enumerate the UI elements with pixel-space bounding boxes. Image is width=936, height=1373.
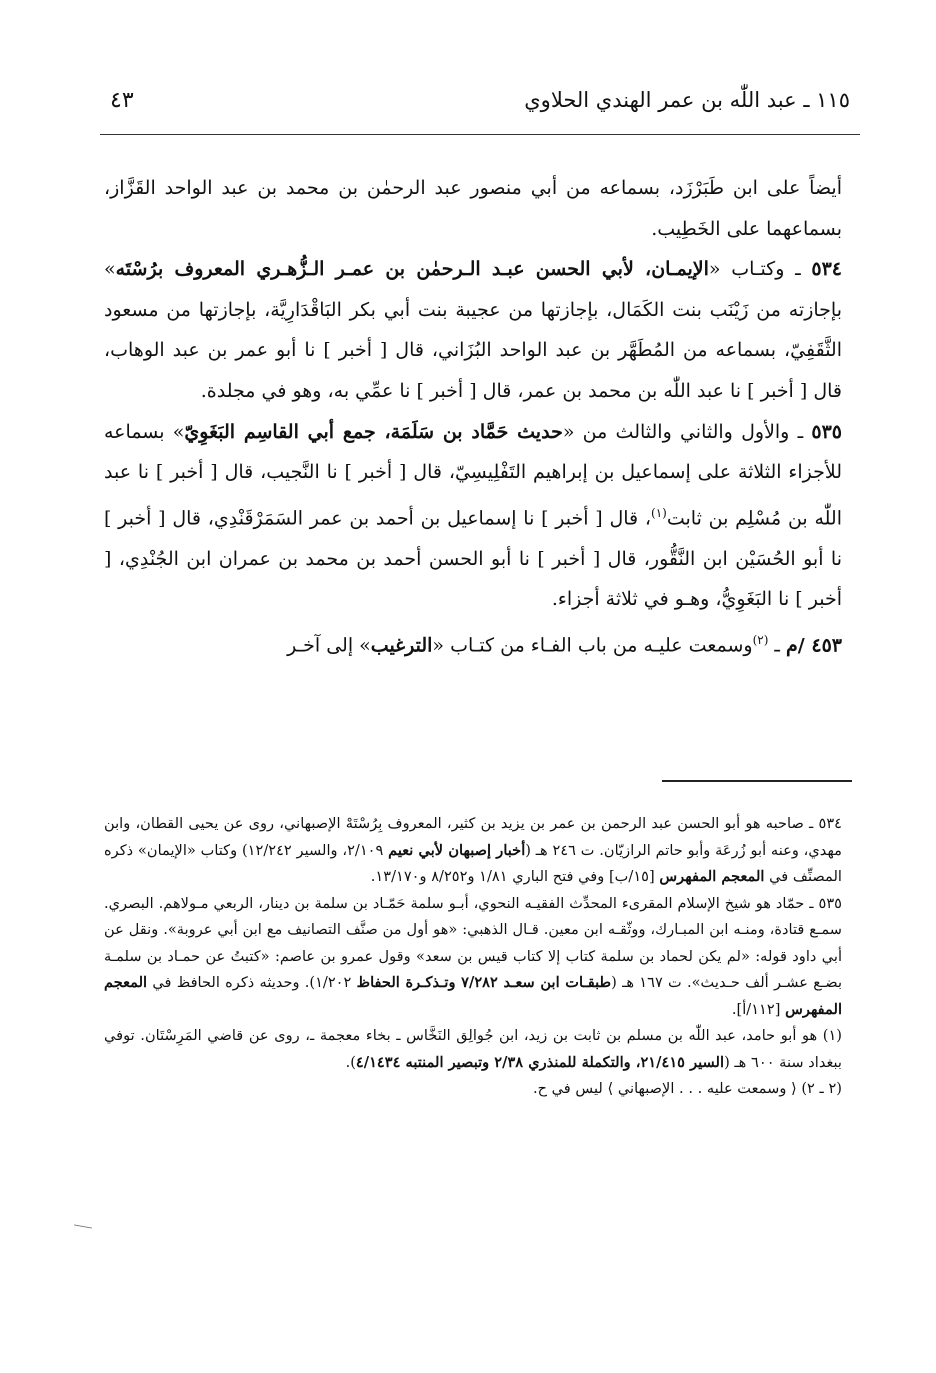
book-title: الترغيب bbox=[370, 634, 433, 657]
footnote-535 bbox=[104, 891, 842, 1024]
entry-text: ، قال [ أخبر ] نا إسماعيل بن أحمد بن عمر السَمَرْقَنْدِي، قال [ أخبر ] نا أبو الحُسَيْن ابن النَّقُّور، قال [ أخبر ] نا أبو الحسن أحمد بن محمد بن عمران ابن الجُنْدِي، [ أخبر ] نا البَغَوِيُّ، وهـو في ثلاثة أجزاء. bbox=[104, 507, 842, 611]
book-title: حديث حَمَّاد بن سَلَمَة، جمع أبي القاسِم البَغَوِيّ bbox=[184, 420, 563, 443]
footnote-2 bbox=[104, 1076, 842, 1103]
main-text bbox=[104, 168, 842, 666]
entry-text: وسمعت عليـه من باب الفـاء من كتـاب « bbox=[432, 634, 753, 657]
entry-text: » بإجازته من زَيْنَب بنت الكَمَال، بإجازتها من عجيبة بنت أبي بكر البَاقْدَارِيَّة، بإجازتها من مسعود الثَّقَفِيّ، بسماعه من المُطَهَّر بن عبد الواحد البُزَاني، قال [ أخبر ] نا أبو عمر بن عبد الوهاب، قال [ أخبر ] نا عبد اللّٰه بن محمد بن عمر، قال [ أخبر ] نا عمِّي به، وهو في مجلدة. bbox=[104, 258, 842, 402]
page-number: ٤٣ bbox=[110, 88, 134, 113]
footnote-text: ١/٢٠٢). وحديثه ذكره الحافظ في bbox=[147, 974, 357, 991]
footnote-text: ٥٣٤ ـ صاحبه هو أبو الحسن عبد الرحمن بن عمر بن يزيد بن كثير، المعروف بِرُسْتَهْ الإصبهاني، روى عن يحيى القطان، وابن مهدي، وعنه أبو زُرعَة وأبو حاتم الرازيّان. ت ٢٤٦ هـ ( bbox=[104, 815, 843, 859]
entry-number: ٥٣٥ bbox=[811, 420, 842, 443]
source-title: المعجم المفهرس bbox=[104, 974, 842, 1018]
source-title: السير ٢١/٤١٥، والتكملة للمنذري ٢/٣٨ وتبصير المنتبه ٤/١٤٣٤ bbox=[355, 1053, 725, 1071]
footnote-text: ٢/١٠٩، والسير ١٢/٢٤٢) وكتاب «الإيمان» ذكره المصنِّف في bbox=[104, 841, 842, 885]
entry-535 bbox=[104, 412, 842, 620]
paragraph-continued bbox=[104, 168, 842, 249]
running-header bbox=[100, 88, 860, 128]
source-title: طبقـات ابن سعـد ٧/٢٨٢ وتـذكـرة الحفاظ bbox=[356, 974, 612, 991]
entry-453m bbox=[104, 620, 842, 666]
entry-text: » بسماعه للأجزاء الثلاثة على إسماعيل بن إبراهيم التَفْلِيسِيّ، قال [ أخبر ] نا النَّجيب، قال [ أخبر ] نا عبد اللّٰه بن مُسْلِم بن ثابت bbox=[104, 420, 843, 530]
entry-534 bbox=[104, 249, 842, 411]
margin-mark bbox=[74, 1224, 92, 1228]
header-rule bbox=[100, 134, 860, 135]
footnote-ref: (١) bbox=[651, 505, 667, 520]
footnote-separator bbox=[662, 780, 852, 782]
footnote-ref: (٢) bbox=[752, 632, 769, 647]
footnote-text: (١) هو أبو حامد، عبد اللّٰه بن مسلم بن ثابت بن زيد، ابن جُوالِق النَخَّاس ـ بخاء معجمة ـ، روى عن قاضي المَرِسْتَان. توفي ببغداد سنة ٦٠٠ هـ ( bbox=[104, 1027, 842, 1071]
footnote-534 bbox=[104, 811, 842, 891]
entry-text: » إلى آخـر bbox=[287, 634, 371, 657]
entry-text: ـ bbox=[768, 634, 787, 657]
entry-text: ـ وكتـاب « bbox=[708, 258, 812, 281]
footnote-text: ). bbox=[345, 1053, 356, 1071]
footnotes bbox=[104, 811, 842, 1103]
entry-number: ٥٣٤ bbox=[811, 258, 842, 281]
footnote-text: [١٥/ب] وفي فتح الباري ١/٨١ و٨/٢٥٢ و١٣/١٧٠. bbox=[370, 868, 660, 885]
footnote-1 bbox=[104, 1023, 842, 1076]
source-title: المعجم المفهرس bbox=[659, 868, 765, 885]
running-title: ١١٥ ـ عبد اللّٰه بن عمر الهندي الحلاوي bbox=[524, 88, 850, 112]
footnote-text: ٥٣٥ ـ حمّاد هو شيخ الإسلام المقرىء المحدِّث الفقيـه النحوي، أبـو سلمة حَمّـاد بن سلمة بن دينار، الربعي مـولاهم. البصري. سمـع قتادة، ومنـه ابن المبـارك، ووثّقـه ابن معين. قـال الذهبي: «هو أول من صنَّف التصانيف مع ابن أبي عروبة». ونقل عن أبي داود قوله: «لم يكن لحماد بن سلمة كتاب إلا كتاب قيس بن سعد» وقول عمرو بن عاصم: «كتبتُ عن حمـاد بن سلمـة بضـع عشـر ألف حـديث». ت ١٦٧ هـ ( bbox=[104, 894, 843, 991]
entry-number: ٤٥٣ /م bbox=[786, 634, 842, 657]
entry-text: ـ والأول والثاني والثالث من « bbox=[562, 420, 812, 443]
text-line: أيضاً على ابن طَبَرْزَد، بسماعه من أبي منصور عبد الرحمٰن بن محمد بن عبد الواحد bbox=[164, 177, 842, 199]
footnote-text: (٢ ـ ٢) ⟨ وسمعت عليه . . . الإصبهاني ⟩ ليس في ح. bbox=[532, 1080, 842, 1097]
source-title: أخبار إصبهان لأبي نعيم bbox=[388, 841, 526, 859]
footnote-text: [١١٢/أ]. bbox=[731, 1000, 786, 1018]
text-line: القَزَّاز، بسماعهما على الخَطِيب. bbox=[104, 177, 842, 240]
book-title: الإيمـان، لأبي الحسن عبـد الـرحمٰن بن عمـر الـزُّهـري المعروف برُسْتَه bbox=[115, 258, 709, 281]
